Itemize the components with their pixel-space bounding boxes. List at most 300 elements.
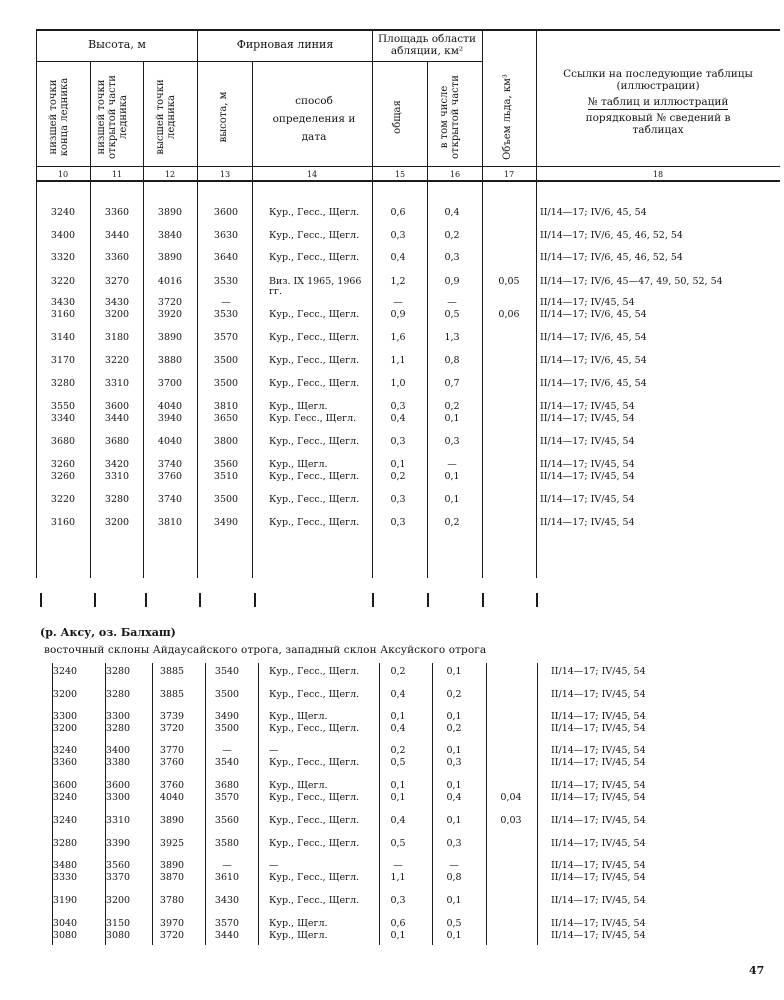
cell-area-total: 0,4: [390, 252, 406, 263]
header-col-highest: высшей точки ледника: [155, 79, 177, 155]
cell-area-open: 0,2: [446, 723, 462, 734]
separator-tick: [372, 593, 374, 607]
cell-lowest-open: 3560: [105, 860, 131, 871]
cell-firn-height: 3540: [214, 757, 240, 768]
cell-refs: II/14—17; IV/45, 54: [540, 459, 635, 470]
header-col-area-total: общая: [392, 100, 403, 134]
cell-area-open: 1,3: [444, 332, 460, 343]
cell-firn-height: 3490: [214, 711, 240, 722]
page-number: 47: [749, 964, 765, 977]
cell-highest: 4016: [157, 276, 183, 287]
cell-highest: 3925: [159, 838, 185, 849]
cell-lowest-end: 3340: [50, 413, 76, 424]
cell-highest: 3890: [157, 207, 183, 218]
cell-highest: 3739: [159, 711, 185, 722]
cell-lowest-open: 3220: [104, 355, 130, 366]
col-number: 15: [394, 170, 406, 179]
cell-highest: 3880: [157, 355, 183, 366]
cell-highest: 3920: [157, 309, 183, 320]
cell-highest: 3810: [157, 517, 183, 528]
cell-method: Кур., Гесс., Щегл.: [269, 471, 360, 482]
cell-method: Кур., Щегл.: [269, 780, 328, 791]
cell-lowest-end: 3160: [50, 517, 76, 528]
cell-firn-height: 3500: [213, 494, 239, 505]
cell-firn-height: 3430: [214, 895, 240, 906]
cell-method: Кур., Гесс., Щегл.: [269, 757, 360, 768]
cell-area-total: 0,6: [390, 207, 406, 218]
cell-lowest-end: 3550: [50, 401, 76, 412]
cell-lowest-open: 3310: [104, 471, 130, 482]
header-col-firn-method: способ определения и дата: [272, 95, 356, 143]
cell-lowest-end: 3220: [50, 276, 76, 287]
cell-highest: 3890: [157, 332, 183, 343]
vrule: [482, 29, 483, 181]
cell-highest: 3740: [157, 459, 183, 470]
cell-area-total: 0,3: [390, 401, 406, 412]
cell-ice-volume: 0,05: [498, 276, 520, 287]
vrule: [536, 29, 537, 181]
cell-highest: 3890: [157, 252, 183, 263]
cell-firn-height: 3500: [213, 355, 239, 366]
cell-lowest-open: 3180: [104, 332, 130, 343]
cell-refs: II/14—17; IV/45, 54: [551, 780, 646, 791]
vrule: [482, 181, 483, 578]
cell-area-total: 0,4: [390, 689, 406, 700]
cell-area-open: 0,8: [446, 872, 462, 883]
col-number: 18: [652, 170, 664, 179]
cell-lowest-end: 3190: [52, 895, 78, 906]
cell-ice-volume: 0,06: [498, 309, 520, 320]
group-underline-height: [36, 61, 197, 62]
cell-refs: II/14—17; IV/45, 54: [551, 872, 646, 883]
cell-firn-height: 3570: [214, 918, 240, 929]
cell-area-total: 0,3: [390, 230, 406, 241]
cell-area-total: 0,2: [390, 666, 406, 677]
cell-area-open: 0,4: [446, 792, 462, 803]
cell-refs: II/14—17; IV/6, 45, 54: [540, 378, 647, 389]
vrule: [205, 663, 206, 945]
cell-lowest-open: 3270: [104, 276, 130, 287]
cell-firn-height: 3580: [214, 838, 240, 849]
cell-area-open: 0,1: [446, 895, 462, 906]
cell-firn-height: 3630: [213, 230, 239, 241]
cell-lowest-end: 3280: [52, 838, 78, 849]
cell-lowest-end: 3280: [50, 378, 76, 389]
cell-area-total: 0,9: [390, 309, 406, 320]
cell-area-open: 0,1: [446, 930, 462, 941]
cell-refs: II/14—17; IV/45, 54: [540, 297, 635, 308]
cell-highest: 3940: [157, 413, 183, 424]
cell-lowest-end: 3480: [52, 860, 78, 871]
cell-area-total: —: [393, 860, 403, 871]
cell-lowest-end: 3320: [50, 252, 76, 263]
cell-highest: 3890: [159, 860, 185, 871]
cell-method: Кур., Щегл.: [269, 459, 328, 470]
cell-area-total: 1,1: [390, 355, 406, 366]
cell-refs: II/14—17; IV/6, 45, 54: [540, 332, 647, 343]
header-col-ice-volume: Объем льда, км³: [502, 74, 513, 160]
cell-area-open: 0,7: [444, 378, 460, 389]
separator-tick: [199, 593, 201, 607]
cell-area-open: 0,2: [444, 517, 460, 528]
cell-lowest-open: 3440: [104, 230, 130, 241]
vrule: [90, 61, 91, 181]
cell-method: Кур., Гесс., Щегл.: [269, 355, 360, 366]
cell-refs: II/14—17; IV/45, 54: [551, 757, 646, 768]
cell-area-open: —: [447, 297, 457, 308]
vrule: [486, 663, 487, 945]
vrule: [427, 181, 428, 578]
cell-highest: 3760: [159, 757, 185, 768]
vrule: [36, 29, 37, 181]
cell-lowest-open: 3200: [104, 517, 130, 528]
cell-area-total: 0,3: [390, 517, 406, 528]
cell-firn-height: 3560: [214, 815, 240, 826]
cell-refs: II/14—17; IV/45, 54: [551, 745, 646, 756]
cell-method: Кур., Гесс., Щегл.: [269, 309, 360, 320]
header-col-refs-num: № таблиц и иллюстраций: [587, 96, 729, 108]
cell-area-total: 0,6: [390, 918, 406, 929]
cell-lowest-end: 3600: [52, 780, 78, 791]
cell-lowest-end: 3260: [50, 471, 76, 482]
cell-area-open: 0,2: [444, 401, 460, 412]
cell-area-open: 0,3: [446, 838, 462, 849]
separator-tick: [254, 593, 256, 607]
cell-firn-height: 3810: [213, 401, 239, 412]
cell-area-open: 0,3: [446, 757, 462, 768]
cell-highest: 3720: [159, 930, 185, 941]
cell-refs: II/14—17; IV/6, 45, 54: [540, 207, 647, 218]
cell-firn-height: —: [221, 297, 231, 308]
cell-lowest-open: 3370: [105, 872, 131, 883]
cell-area-total: —: [393, 297, 403, 308]
cell-ice-volume: 0,04: [500, 792, 522, 803]
cell-firn-height: 3680: [214, 780, 240, 791]
cell-refs: II/14—17; IV/45, 54: [551, 838, 646, 849]
col-number: 16: [449, 170, 461, 179]
cell-lowest-open: 3280: [105, 723, 131, 734]
cell-firn-height: 3640: [213, 252, 239, 263]
vrule: [197, 181, 198, 578]
cell-lowest-open: 3310: [104, 378, 130, 389]
cell-lowest-open: 3380: [105, 757, 131, 768]
cell-firn-height: 3540: [214, 666, 240, 677]
cell-highest: 3885: [159, 689, 185, 700]
cell-lowest-open: 3420: [104, 459, 130, 470]
cell-area-open: 0,1: [446, 780, 462, 791]
cell-refs: II/14—17; IV/45, 54: [551, 689, 646, 700]
cell-lowest-open: 3440: [104, 413, 130, 424]
cell-method: —: [269, 860, 279, 871]
cell-lowest-open: 3300: [105, 711, 131, 722]
cell-method: Кур., Гесс., Щегл.: [269, 723, 360, 734]
vrule: [432, 663, 433, 945]
col-number: 12: [164, 170, 176, 179]
cell-area-total: 1,2: [390, 276, 406, 287]
cell-lowest-open: 3150: [105, 918, 131, 929]
cell-lowest-open: 3280: [105, 666, 131, 677]
cell-area-total: 0,1: [390, 792, 406, 803]
cell-method: Кур., Гесс., Щегл.: [269, 332, 360, 343]
vrule: [152, 663, 153, 945]
cell-firn-height: 3500: [214, 723, 240, 734]
cell-refs: II/14—17; IV/45, 54: [540, 413, 635, 424]
cell-lowest-open: 3310: [105, 815, 131, 826]
cell-firn-height: 3610: [214, 872, 240, 883]
cell-method: Кур., Гесс., Щегл.: [269, 230, 360, 241]
cell-firn-height: 3600: [213, 207, 239, 218]
cell-refs: II/14—17; IV/45, 54: [551, 792, 646, 803]
cell-area-total: 0,3: [390, 895, 406, 906]
cell-method: Кур., Гесс., Щегл.: [269, 252, 360, 263]
cell-firn-height: 3570: [213, 332, 239, 343]
colnum-bottom-rule: [36, 180, 780, 182]
cell-area-total: 0,1: [390, 930, 406, 941]
cell-firn-height: 3650: [213, 413, 239, 424]
refs-fraction-line: [588, 109, 728, 110]
vrule: [536, 181, 537, 578]
cell-lowest-end: 3430: [50, 297, 76, 308]
cell-method: Кур., Гесс., Щегл.: [269, 666, 360, 677]
cell-area-open: 0,5: [446, 918, 462, 929]
cell-refs: II/14—17; IV/45, 54: [551, 930, 646, 941]
cell-area-open: 0,1: [446, 711, 462, 722]
vrule: [379, 663, 380, 945]
cell-refs: II/14—17; IV/45, 54: [551, 860, 646, 871]
cell-lowest-open: 3300: [105, 792, 131, 803]
cell-firn-height: 3510: [213, 471, 239, 482]
cell-lowest-end: 3160: [50, 309, 76, 320]
cell-lowest-open: 3280: [105, 689, 131, 700]
cell-refs: II/14—17; IV/45, 54: [551, 711, 646, 722]
cell-refs: II/14—17; IV/45, 54: [540, 401, 635, 412]
cell-method: Виз. IX 1965, 1966 гг.: [269, 276, 362, 297]
cell-highest: 3885: [159, 666, 185, 677]
cell-highest: 3700: [157, 378, 183, 389]
cell-firn-height: 3800: [213, 436, 239, 447]
header-col-lowest-end: низшей точки конца ледника: [48, 77, 70, 157]
cell-highest: 4040: [159, 792, 185, 803]
cell-area-open: 0,2: [446, 689, 462, 700]
cell-area-total: 0,3: [390, 436, 406, 447]
cell-lowest-open: 3430: [104, 297, 130, 308]
vrule: [36, 181, 37, 578]
cell-method: Кур., Щегл.: [269, 930, 328, 941]
cell-lowest-end: 3240: [52, 745, 78, 756]
cell-lowest-end: 3300: [52, 711, 78, 722]
col-number: 13: [219, 170, 231, 179]
col-number: 14: [306, 170, 318, 179]
cell-method: Кур., Щегл.: [269, 711, 328, 722]
cell-area-open: —: [447, 459, 457, 470]
cell-highest: 3780: [159, 895, 185, 906]
cell-lowest-end: 3140: [50, 332, 76, 343]
vrule: [537, 663, 538, 945]
header-group-area: Площадь области абляции, км²: [378, 33, 476, 57]
cell-refs: II/14—17; IV/6, 45, 54: [540, 355, 647, 366]
cell-lowest-end: 3330: [52, 872, 78, 883]
cell-refs: II/14—17; IV/6, 45, 46, 52, 54: [540, 230, 683, 241]
cell-refs: II/14—17; IV/45, 54: [540, 471, 635, 482]
cell-lowest-end: 3240: [52, 815, 78, 826]
cell-lowest-open: 3360: [104, 207, 130, 218]
cell-lowest-end: 3040: [52, 918, 78, 929]
cell-lowest-end: 3080: [52, 930, 78, 941]
cell-area-total: 1,6: [390, 332, 406, 343]
cell-lowest-open: 3200: [104, 309, 130, 320]
cell-highest: 3870: [159, 872, 185, 883]
cell-lowest-open: 3080: [105, 930, 131, 941]
vrule: [252, 61, 253, 181]
cell-area-open: 0,1: [446, 815, 462, 826]
cell-firn-height: —: [222, 860, 232, 871]
separator-tick: [40, 593, 42, 607]
cell-highest: 3760: [157, 471, 183, 482]
vrule: [143, 181, 144, 578]
cell-lowest-end: 3240: [50, 207, 76, 218]
cell-area-total: 0,3: [390, 494, 406, 505]
cell-refs: II/14—17; IV/45, 54: [540, 517, 635, 528]
cell-refs: II/14—17; IV/45, 54: [540, 494, 635, 505]
cell-area-open: 0,9: [444, 276, 460, 287]
cell-lowest-open: 3600: [104, 401, 130, 412]
cell-highest: 4040: [157, 436, 183, 447]
cell-area-total: 0,4: [390, 413, 406, 424]
cell-refs: II/14—17; IV/45, 54: [551, 815, 646, 826]
cell-method: Кур., Гесс., Щегл.: [269, 494, 360, 505]
cell-area-total: 0,4: [390, 723, 406, 734]
col-number: 10: [57, 170, 69, 179]
cell-area-total: 0,5: [390, 838, 406, 849]
cell-highest: 3890: [159, 815, 185, 826]
cell-highest: 3770: [159, 745, 185, 756]
cell-highest: 3970: [159, 918, 185, 929]
cell-area-total: 0,2: [390, 471, 406, 482]
header-col-lowest-open: низшей точки открытой части ледника: [96, 75, 129, 159]
cell-method: Кур., Гесс., Щегл.: [269, 378, 360, 389]
cell-refs: II/14—17; IV/6, 45, 46, 52, 54: [540, 252, 683, 263]
header-group-height: Высота, м: [88, 38, 146, 51]
separator-tick: [94, 593, 96, 607]
cell-area-total: 0,1: [390, 711, 406, 722]
separator-tick: [482, 593, 484, 607]
cell-lowest-end: 3680: [50, 436, 76, 447]
cell-highest: 3720: [159, 723, 185, 734]
header-col-firn-height: высота, м: [218, 91, 229, 143]
cell-area-open: 0,1: [446, 745, 462, 756]
cell-firn-height: 3440: [214, 930, 240, 941]
cell-lowest-end: 3200: [52, 723, 78, 734]
cell-firn-height: 3560: [213, 459, 239, 470]
separator-tick: [145, 593, 147, 607]
vrule: [197, 29, 198, 181]
cell-firn-height: 3500: [214, 689, 240, 700]
group-underline-firn: [197, 61, 372, 62]
cell-lowest-end: 3220: [50, 494, 76, 505]
vrule: [143, 61, 144, 181]
cell-method: Кур. Гесс., Щегл.: [269, 413, 357, 424]
header-col-area-open: в том числе открытой части: [439, 75, 461, 159]
cell-area-open: 0,3: [444, 252, 460, 263]
cell-area-open: 0,3: [444, 436, 460, 447]
cell-area-open: 0,5: [444, 309, 460, 320]
cell-highest: 3840: [157, 230, 183, 241]
cell-area-total: 0,1: [390, 780, 406, 791]
cell-area-open: 0,8: [444, 355, 460, 366]
cell-highest: 3760: [159, 780, 185, 791]
cell-lowest-open: 3680: [104, 436, 130, 447]
col-number: 17: [503, 170, 515, 179]
section-basin: (р. Аксу, оз. Балхаш): [40, 626, 176, 639]
cell-lowest-end: 3260: [50, 459, 76, 470]
cell-method: Кур., Щегл.: [269, 401, 328, 412]
cell-method: Кур., Гесс., Щегл.: [269, 689, 360, 700]
cell-method: —: [269, 745, 279, 756]
vrule: [427, 61, 428, 181]
cell-refs: II/14—17; IV/45, 54: [551, 895, 646, 906]
vrule: [90, 181, 91, 578]
cell-ice-volume: 0,03: [500, 815, 522, 826]
cell-lowest-end: 3170: [50, 355, 76, 366]
cell-method: Кур., Гесс., Щегл.: [269, 207, 360, 218]
cell-area-open: 0,4: [444, 207, 460, 218]
cell-area-total: 1,0: [390, 378, 406, 389]
cell-area-open: 0,1: [444, 413, 460, 424]
cell-lowest-open: 3280: [104, 494, 130, 505]
cell-firn-height: 3570: [214, 792, 240, 803]
cell-method: Кур., Гесс., Щегл.: [269, 792, 360, 803]
cell-refs: II/14—17; IV/45, 54: [551, 723, 646, 734]
cell-firn-height: 3490: [213, 517, 239, 528]
header-bottom-rule: [36, 166, 780, 167]
cell-area-open: —: [449, 860, 459, 871]
cell-firn-height: 3500: [213, 378, 239, 389]
cell-lowest-open: 3360: [104, 252, 130, 263]
separator-tick: [536, 593, 538, 607]
header-group-firn: Фирновая линия: [236, 38, 334, 51]
vrule: [258, 663, 259, 945]
cell-firn-height: —: [222, 745, 232, 756]
cell-method: Кур., Гесс., Щегл.: [269, 815, 360, 826]
cell-method: Кур., Гесс., Щегл.: [269, 895, 360, 906]
cell-refs: II/14—17; IV/45, 54: [551, 918, 646, 929]
cell-lowest-end: 3360: [52, 757, 78, 768]
col-number: 11: [111, 170, 123, 179]
cell-lowest-open: 3400: [105, 745, 131, 756]
cell-highest: 4040: [157, 401, 183, 412]
section-slope: восточный склоны Айдаусайского отрога, западный склон Аксуйского отрога: [44, 644, 487, 656]
separator-tick: [427, 593, 429, 607]
cell-method: Кур., Гесс., Щегл.: [269, 838, 360, 849]
cell-area-total: 0,5: [390, 757, 406, 768]
cell-area-total: 0,4: [390, 815, 406, 826]
header-col-refs-title: Ссылки на последующие таблицы (иллюстрации): [563, 68, 753, 92]
cell-area-open: 0,1: [444, 471, 460, 482]
cell-lowest-end: 3200: [52, 689, 78, 700]
cell-lowest-end: 3240: [52, 792, 78, 803]
cell-method: Кур., Гесс., Щегл.: [269, 872, 360, 883]
cell-lowest-open: 3200: [105, 895, 131, 906]
cell-highest: 3740: [157, 494, 183, 505]
cell-area-total: 0,1: [390, 459, 406, 470]
cell-area-total: 0,2: [390, 745, 406, 756]
header-top-rule: [36, 29, 780, 31]
cell-lowest-open: 3390: [105, 838, 131, 849]
cell-refs: II/14—17; IV/45, 54: [551, 666, 646, 677]
vrule: [372, 181, 373, 578]
cell-area-open: 0,1: [446, 666, 462, 677]
vrule: [252, 181, 253, 578]
